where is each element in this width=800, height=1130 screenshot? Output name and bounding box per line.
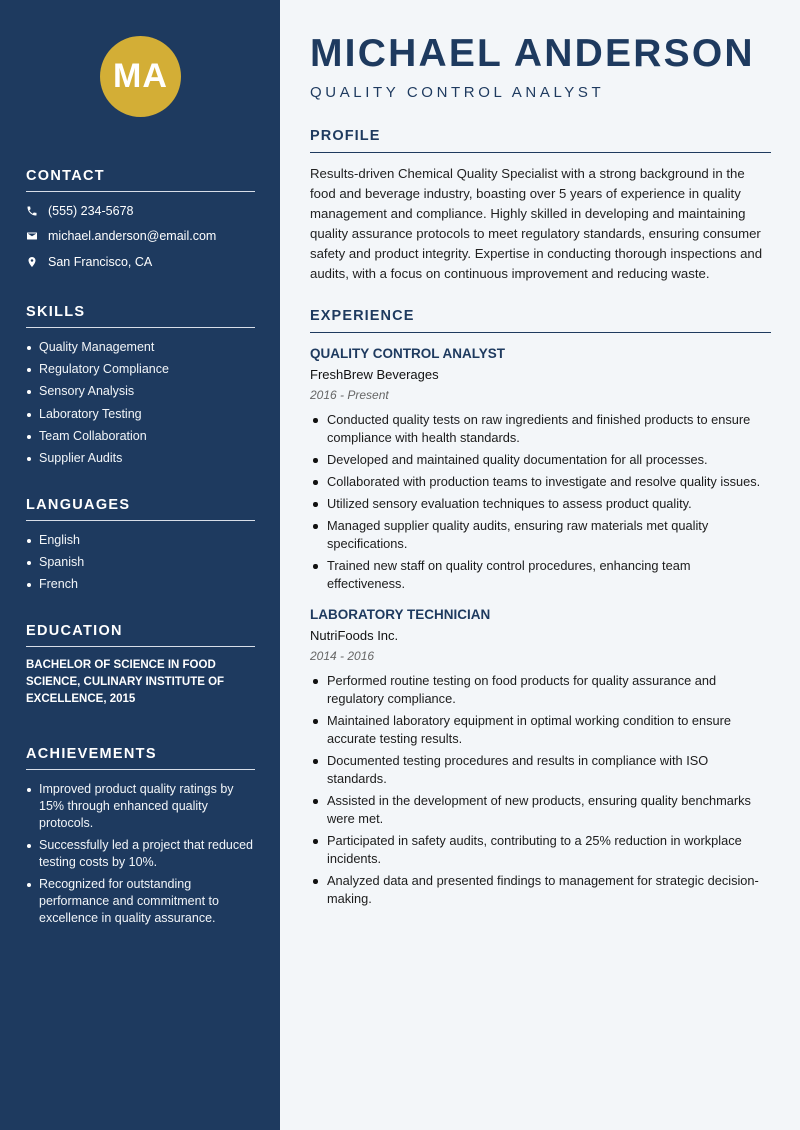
job-entry — [310, 607, 771, 908]
location-pin-icon — [26, 256, 38, 268]
job-bullet: Participated in safety audits, contributing to a 25% reduction in workplace incidents. — [310, 832, 771, 868]
job-bullet: Documented testing procedures and results in compliance with ISO standards. — [310, 752, 771, 788]
job-company: FreshBrew Beverages — [310, 367, 439, 382]
job-dates: 2016 - Present — [310, 388, 389, 402]
job-bullet: Analyzed data and presented findings to management for strategic decision-making. — [310, 872, 771, 908]
contact-location — [26, 249, 255, 275]
job-title: QUALITY CONTROL ANALYST — [310, 346, 506, 361]
languages-section — [26, 497, 255, 599]
achievement-item: Recognized for outstanding performance and commitment to excellence in quality assurance. — [26, 876, 255, 927]
experience-heading: EXPERIENCE — [310, 308, 771, 333]
achievements-heading: ACHIEVEMENTS — [26, 746, 255, 770]
job-bullet: Developed and maintained quality documentation for all processes. — [310, 451, 771, 469]
profile-section — [310, 128, 771, 284]
skill-item: Quality Management — [26, 339, 255, 356]
skill-item: Sensory Analysis — [26, 383, 255, 400]
job-company: NutriFoods Inc. — [310, 628, 399, 643]
profile-summary: Results-driven Chemical Quality Specialist with a strong background in the food and beverage industry, boasting over 5 years of experience in quality management and compliance. Highly skilled in developing and maintaining quality assurance protocols to meet regulatory standards, ensuring consumer safety and product integrity. Expertise in conducting thorough inspections and audits, with a focus on continuous improvement and reducing waste. — [310, 166, 763, 281]
job-bullet: Trained new staff on quality control procedures, enhancing team effectiveness. — [310, 557, 771, 593]
achievements-list — [26, 781, 255, 927]
language-item: English — [26, 532, 255, 549]
job-bullet: Utilized sensory evaluation techniques to assess product quality. — [310, 495, 771, 513]
achievements-section — [26, 746, 255, 933]
job-dates: 2014 - 2016 — [310, 649, 375, 663]
job-title: LABORATORY TECHNICIAN — [310, 607, 491, 622]
phone-icon — [26, 205, 38, 217]
education-section — [26, 623, 255, 708]
candidate-name: MICHAEL ANDERSON — [310, 32, 755, 75]
languages-heading: LANGUAGES — [26, 497, 255, 521]
skill-item: Regulatory Compliance — [26, 361, 255, 378]
contact-email-value[interactable]: michael.anderson@email.com — [48, 229, 217, 244]
experience-section — [310, 308, 771, 912]
candidate-role: QUALITY CONTROL ANALYST — [310, 84, 605, 101]
job-bullet: Managed supplier quality audits, ensuring raw materials met quality specifications. — [310, 517, 771, 553]
job-entry — [310, 346, 771, 593]
skill-item: Supplier Audits — [26, 450, 255, 467]
contact-section — [26, 168, 255, 275]
education-degree: BACHELOR OF SCIENCE IN FOOD SCIENCE, CULINARY INSTITUTE OF EXCELLENCE, 2015 — [26, 659, 225, 705]
job-bullet: Collaborated with production teams to investigate and resolve quality issues. — [310, 473, 771, 491]
skills-list — [26, 339, 255, 467]
contact-email — [26, 224, 255, 250]
sidebar — [0, 0, 280, 1130]
contact-phone-value[interactable]: (555) 234-5678 — [48, 203, 134, 218]
avatar — [100, 36, 181, 117]
achievement-item: Improved product quality ratings by 15% through enhanced quality protocols. — [26, 781, 255, 832]
job-bullet: Conducted quality tests on raw ingredients and finished products to ensure compliance with health standards. — [310, 411, 771, 447]
skills-section — [26, 304, 255, 472]
contact-heading: CONTACT — [26, 168, 255, 192]
profile-heading: PROFILE — [310, 128, 771, 153]
job-bullets — [310, 672, 771, 908]
education-heading: EDUCATION — [26, 623, 255, 647]
email-icon — [26, 230, 38, 242]
avatar-initials: MA — [113, 57, 168, 95]
job-bullet: Assisted in the development of new products, ensuring quality benchmarks were met. — [310, 792, 771, 828]
skill-item: Laboratory Testing — [26, 406, 255, 423]
skill-item: Team Collaboration — [26, 428, 255, 445]
job-bullet: Maintained laboratory equipment in optimal working condition to ensure accurate testing results. — [310, 712, 771, 748]
languages-list — [26, 532, 255, 593]
language-item: Spanish — [26, 554, 255, 571]
achievement-item: Successfully led a project that reduced testing costs by 10%. — [26, 837, 255, 871]
job-bullets — [310, 411, 771, 593]
contact-location-value: San Francisco, CA — [48, 254, 153, 269]
contact-list — [26, 198, 255, 275]
skills-heading: SKILLS — [26, 304, 255, 328]
job-bullet: Performed routine testing on food products for quality assurance and regulatory compliance. — [310, 672, 771, 708]
language-item: French — [26, 576, 255, 593]
contact-phone — [26, 198, 255, 224]
